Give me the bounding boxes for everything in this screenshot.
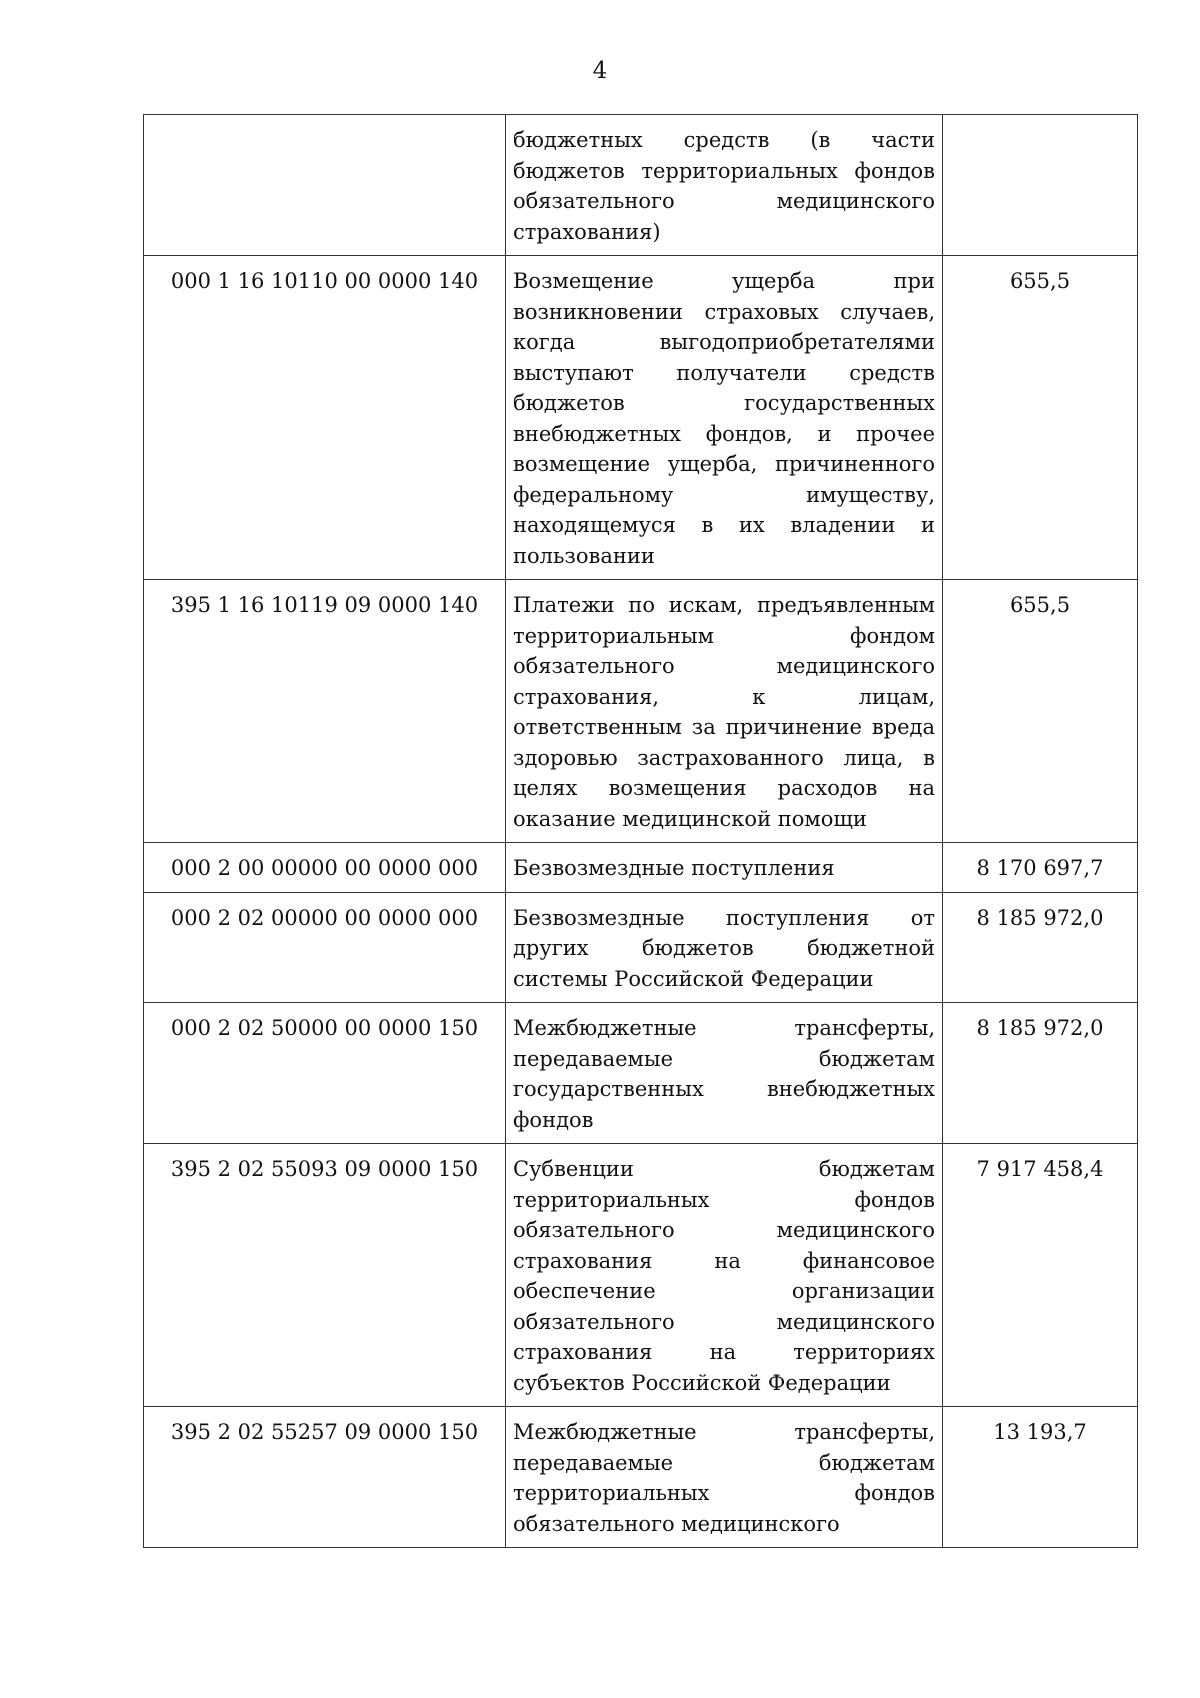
amount-cell: 8 185 972,0	[943, 892, 1138, 1003]
amount-cell: 655,5	[943, 580, 1138, 843]
amount-cell: 8 170 697,7	[943, 843, 1138, 893]
table-row	[144, 1003, 1138, 1144]
page-number: 4	[592, 58, 608, 84]
amount-cell: 13 193,7	[943, 1407, 1138, 1548]
budget-code-cell: 395 1 16 10119 09 0000 140	[144, 580, 506, 843]
budget-code-cell	[144, 115, 506, 256]
table-row	[144, 580, 1138, 843]
budget-code-cell: 000 2 02 00000 00 0000 000	[144, 892, 506, 1003]
table-row	[144, 843, 1138, 893]
revenue-name-cell: бюджетных средств (в части бюджетов территориальных фондов обязательного медицинского страхования)	[506, 115, 943, 256]
revenue-name-cell: Безвозмездные поступления	[506, 843, 943, 893]
table-row	[144, 892, 1138, 1003]
amount-cell: 655,5	[943, 256, 1138, 580]
budget-code-cell: 395 2 02 55093 09 0000 150	[144, 1144, 506, 1407]
revenue-name-cell: Межбюджетные трансферты, передаваемые бюджетам государственных внебюджетных фондов	[506, 1003, 943, 1144]
budget-code-cell: 000 1 16 10110 00 0000 140	[144, 256, 506, 580]
revenue-name-cell: Межбюджетные трансферты, передаваемые бюджетам территориальных фондов обязательного медицинского	[506, 1407, 943, 1548]
amount-cell: 7 917 458,4	[943, 1144, 1138, 1407]
revenue-name-cell: Субвенции бюджетам территориальных фондов обязательного медицинского страхования на финансовое обеспечение организации обязательного медицинского страхования на территориях субъектов Российской Федерации	[506, 1144, 943, 1407]
budget-code-cell: 000 2 00 00000 00 0000 000	[144, 843, 506, 893]
table-row	[144, 115, 1138, 256]
budget-revenue-table	[143, 114, 1138, 1548]
amount-cell	[943, 115, 1138, 256]
revenue-name-cell: Платежи по искам, предъявленным территориальным фондом обязательного медицинского страхования, к лицам, ответственным за причинение вреда здоровью застрахованного лица, в целях возмещения расходов на оказание медицинской помощи	[506, 580, 943, 843]
budget-code-cell: 000 2 02 50000 00 0000 150	[144, 1003, 506, 1144]
revenue-name-cell: Возмещение ущерба при возникновении страховых случаев, когда выгодоприобретателями выступают получатели средств бюджетов государственных внебюджетных фондов, и прочее возмещение ущерба, причиненного федеральному имуществу, находящемуся в их владении и пользовании	[506, 256, 943, 580]
revenue-name-cell: Безвозмездные поступления от других бюджетов бюджетной системы Российской Федерации	[506, 892, 943, 1003]
table-row	[144, 256, 1138, 580]
budget-code-cell: 395 2 02 55257 09 0000 150	[144, 1407, 506, 1548]
table-row	[144, 1407, 1138, 1548]
amount-cell: 8 185 972,0	[943, 1003, 1138, 1144]
table-row	[144, 1144, 1138, 1407]
